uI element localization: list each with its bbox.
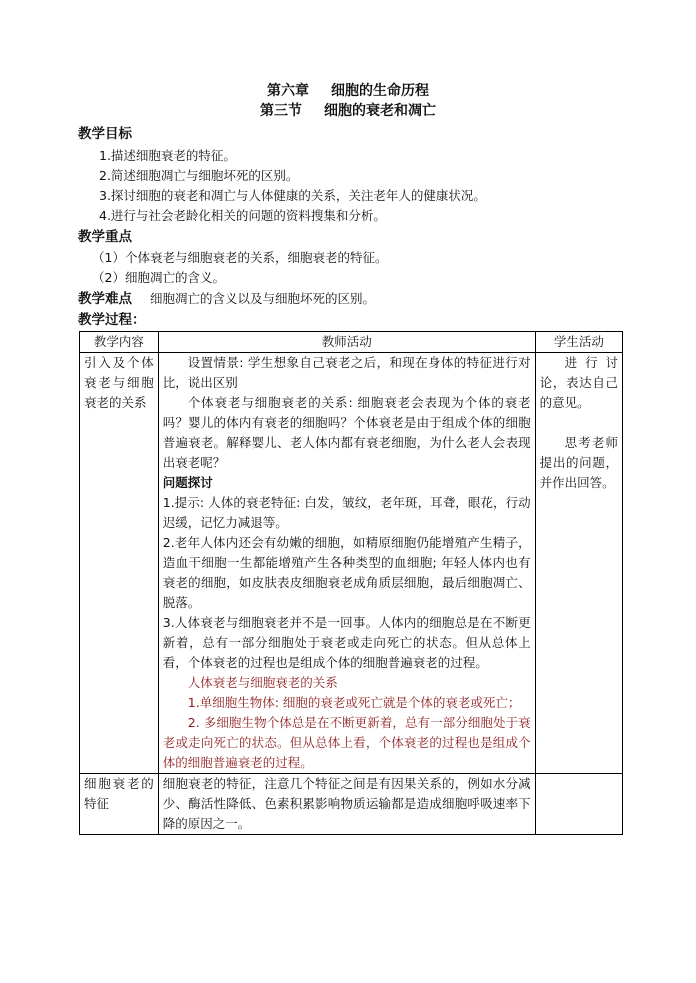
student-cell	[535, 774, 622, 835]
section-name: 细胞的衰老和凋亡	[324, 103, 436, 119]
chapter-number: 第六章	[267, 83, 309, 99]
column-header-teacher: 教师活动	[158, 332, 535, 353]
key-point-item: （2）细胞凋亡的含义。	[92, 270, 225, 285]
content-text: 细胞衰老的特征	[84, 776, 154, 811]
teacher-cell	[158, 774, 535, 835]
teacher-cell	[158, 353, 535, 774]
objective-item: 1.描述细胞衰老的特征。	[99, 148, 236, 163]
teacher-paragraph: 细胞衰老的特征，注意几个特征之间是有因果关系的，例如水分减少、酶活性降低、色素积累影响物质运输都是造成细胞呼吸速率下降的原因之一。	[162, 776, 531, 831]
teacher-paragraph: 设置情景: 学生想象自己衰老之后，和现在身体的特征进行对比，说出区别	[162, 355, 531, 390]
column-header-student: 学生活动	[535, 332, 622, 353]
content-cell	[80, 353, 159, 774]
section-number: 第三节	[260, 103, 302, 119]
content-text: 引入及个体衰老与细胞衰老的关系	[84, 355, 154, 410]
discussion-item: 2.老年人体内还会有幼嫩的细胞，如精原细胞仍能增殖产生精子，造血干细胞一生都能增殖产生各种类型的血细胞; 年轻人体内也有衰老的细胞，如皮肤表皮细胞衰老成角质层细胞，最后细胞凋亡、脱落。	[162, 535, 531, 610]
difficulty-text: 细胞凋亡的含义以及与细胞坏死的区别。	[150, 291, 376, 306]
table-header-row	[80, 332, 623, 353]
student-activity: 进行讨论，表达自己的意见。	[539, 355, 618, 410]
chapter-name: 细胞的生命历程	[331, 83, 429, 99]
table-row	[80, 353, 623, 774]
discussion-heading: 问题探讨	[162, 475, 213, 490]
relation-item: 1.单细胞生物体: 细胞的衰老或死亡就是个体的衰老或死亡；	[187, 695, 521, 710]
table-row	[80, 774, 623, 835]
key-point-item: （1）个体衰老与细胞衰老的关系，细胞衰老的特征。	[92, 250, 388, 265]
discussion-item: 1.提示: 人体的衰老特征: 白发，皱纹，老年斑，耳聋，眼花，行动迟缓，记忆力减退等。	[162, 495, 531, 530]
key-points-heading: 教学重点	[78, 229, 132, 245]
objectives-heading: 教学目标	[78, 126, 132, 142]
chapter-title	[0, 82, 696, 100]
column-header-content: 教学内容	[80, 332, 159, 353]
lesson-process-table	[79, 331, 623, 835]
relation-heading: 人体衰老与细胞衰老的关系	[187, 675, 338, 690]
discussion-item: 3.人体衰老与细胞衰老并不是一回事。人体内的细胞总是在不断更新着，总有一部分细胞处于衰老或走向死亡的状态。但从总体上看，个体衰老的过程也是组成个体的细胞普遍衰老的过程。	[162, 615, 531, 670]
difficulty-heading: 教学难点	[78, 291, 132, 307]
objective-item: 2.简述细胞凋亡与细胞坏死的区别。	[99, 168, 299, 183]
process-heading: 教学过程：	[78, 312, 146, 328]
section-title	[0, 102, 696, 120]
student-activity: 思考老师提出的问题，并作出回答。	[539, 435, 618, 490]
spacer	[540, 413, 618, 433]
student-cell	[535, 353, 622, 774]
teacher-paragraph: 个体衰老与细胞衰老的关系: 细胞衰老会表现为个体的衰老吗？婴儿的体内有衰老的细胞吗？个体衰老是由于组成个体的细胞普遍衰老。解释婴儿、老人体内都有衰老细胞，为什么老人会表现出衰老呢？	[162, 395, 531, 470]
relation-item: 2. 多细胞生物个体总是在不断更新着，总有一部分细胞处于衰老或走向死亡的状态。但从总体上看，个体衰老的过程也是组成个体的细胞普遍衰老的过程。	[162, 715, 531, 770]
objective-item: 4.进行与社会老龄化相关的问题的资料搜集和分析。	[99, 208, 386, 223]
objective-item: 3.探讨细胞的衰老和凋亡与人体健康的关系，关注老年人的健康状况。	[99, 188, 486, 203]
content-cell	[80, 774, 159, 835]
